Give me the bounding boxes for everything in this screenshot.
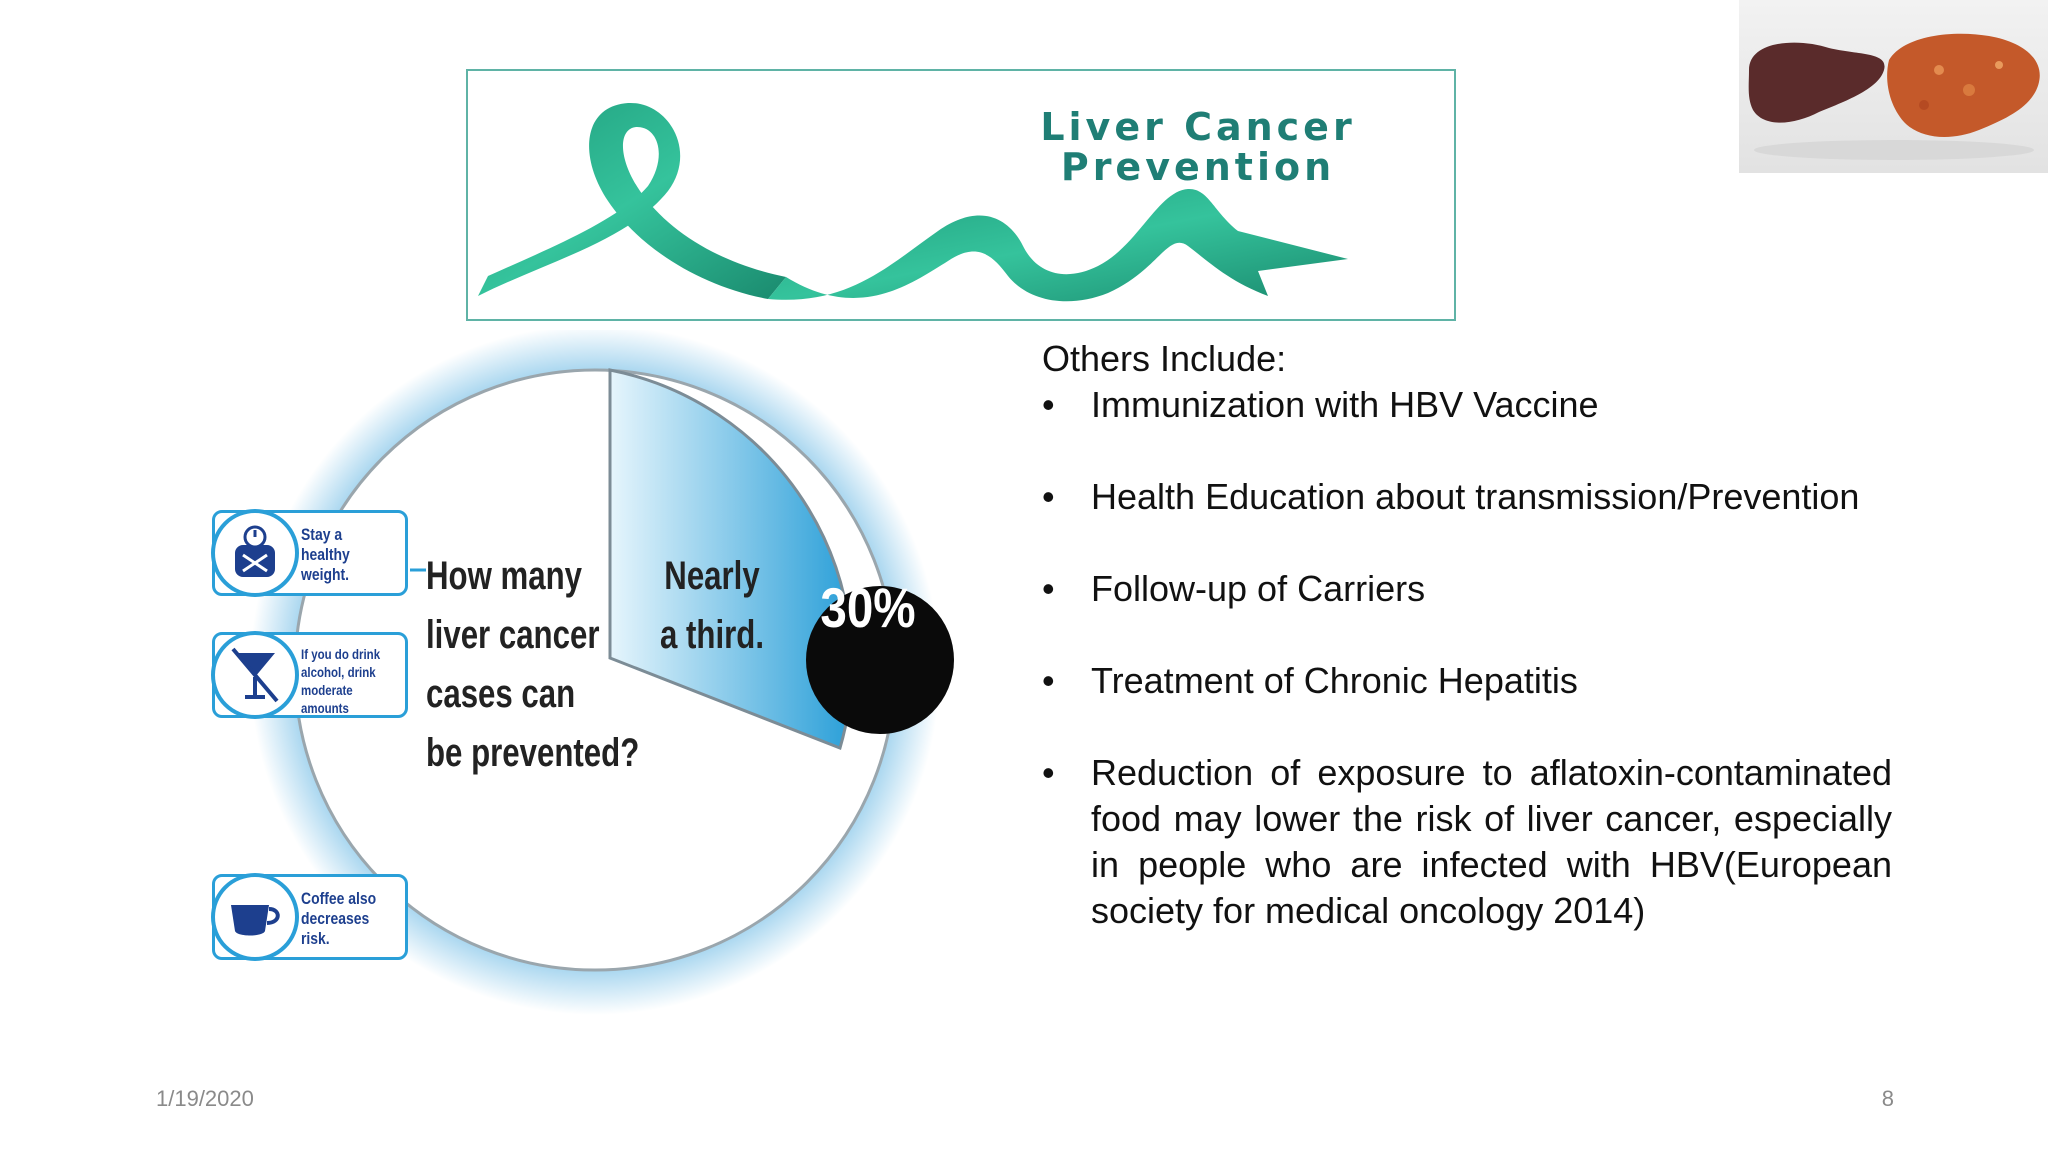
liver-cancer-infographic bbox=[190, 330, 980, 1020]
pie-question-text: How many liver cancer cases can be prevented? bbox=[426, 554, 640, 775]
scale-icon bbox=[211, 509, 299, 597]
bullet-item bbox=[1042, 658, 1892, 704]
tip-healthy-weight bbox=[212, 510, 408, 596]
bullet-dot: • bbox=[1042, 568, 1055, 609]
slide-number: 8 bbox=[1881, 1086, 1894, 1111]
tip-coffee bbox=[212, 874, 408, 960]
bullet-text: Immunization with HBV Vaccine bbox=[1091, 384, 1599, 425]
bullet-item bbox=[1042, 474, 1892, 520]
tip-moderate-alcohol bbox=[212, 632, 408, 718]
bullet-item bbox=[1042, 750, 1892, 934]
tip-text: Coffee also decreases risk. bbox=[301, 889, 377, 948]
content-heading: Others Include: bbox=[1042, 338, 1287, 379]
banner-title-line1: Liver Cancer bbox=[1040, 105, 1356, 149]
pie-answer-text: Nearly a third. bbox=[660, 554, 765, 657]
percent-value: 30% bbox=[820, 576, 916, 639]
bullet-item bbox=[1042, 382, 1892, 428]
bullet-text: Health Education about transmission/Prevention bbox=[1091, 476, 1860, 517]
bullet-text: Follow-up of Carriers bbox=[1091, 568, 1426, 609]
content-text bbox=[1042, 336, 1892, 980]
banner-title bbox=[898, 107, 1456, 187]
coffee-cup-icon bbox=[211, 873, 299, 961]
footer-date: 1/19/2020 bbox=[156, 1086, 254, 1111]
bullet-text: Reduction of exposure to aflatoxin-contaminated food may lower the risk of liver cancer, especially in people who are infected with HBV(European society for medical oncology 2014) bbox=[1091, 752, 1892, 931]
banner-title-line2: Prevention bbox=[1060, 145, 1336, 189]
liver-comparison-photo bbox=[1739, 0, 2048, 173]
bullet-dot: • bbox=[1042, 384, 1055, 425]
tip-text: Stay a healthy weight. bbox=[301, 525, 350, 584]
no-alcohol-icon bbox=[211, 631, 299, 719]
bullet-item bbox=[1042, 566, 1892, 612]
bullet-list bbox=[1042, 382, 1892, 934]
banner-image bbox=[466, 69, 1456, 321]
bullet-text: Treatment of Chronic Hepatitis bbox=[1091, 660, 1578, 701]
tip-text: If you do drink alcohol, drink moderate amounts bbox=[301, 646, 381, 716]
bullet-dot: • bbox=[1042, 660, 1055, 701]
bullet-dot: • bbox=[1042, 476, 1055, 517]
bullet-dot: • bbox=[1042, 752, 1055, 793]
